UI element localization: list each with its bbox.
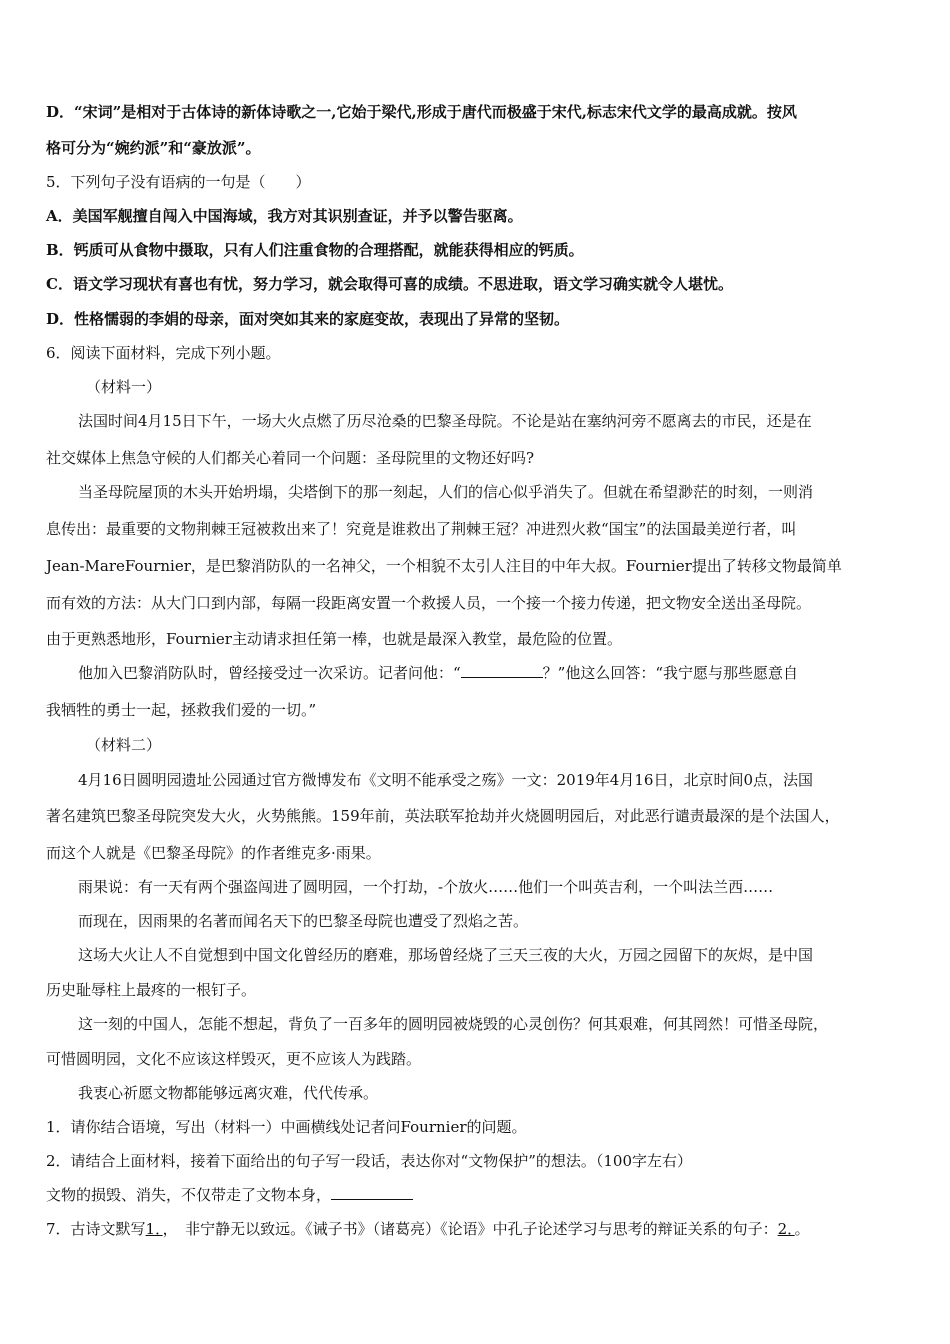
q7-part2: ， 非宁静无以致远。《诫子书》（诸葛亮）《论语》中孔子论述学习与思考的辩证关系的句子： [162, 1220, 778, 1238]
m1-interview-line [78, 663, 912, 683]
interview-before: 他加入巴黎消防队时，曾经接受过一次采访。记者问他：“ [78, 664, 461, 682]
m1-interview-end: 我牺牲的勇士一起，拯救我们爱的一切。” [46, 701, 317, 719]
q7-line [46, 1219, 912, 1239]
m2-line: 4月16日圆明园遗址公园通过官方微博发布《文明不能承受之殇》一文：2019年4月16日，北京时间0点，法国 [78, 771, 813, 789]
q7-blank1: 1． [145, 1220, 163, 1238]
q5-option-d: D．性格懦弱的李娟的母亲，面对突如其来的家庭变故，表现出了异常的坚韧。 [46, 310, 570, 328]
interview-after: ？”他这么回答：“我宁愿与那些愿意自 [542, 664, 799, 682]
q7-part1: 7．古诗文默写 [46, 1220, 146, 1238]
q6-sub2-prompt-line [46, 1185, 912, 1205]
q5-option-a: A．美国军舰擅自闯入中国海域，我方对其识别查证，并予以警告驱离。 [46, 207, 523, 225]
q5-option-c: C．语文学习现状有喜也有忧，努力学习，就会取得可喜的成绩。不思进取，语文学习确实就令人堪忧。 [46, 275, 733, 293]
m1-line: 息传出：最重要的文物荆棘王冠被救出来了！究竟是谁救出了荆棘王冠？冲进烈火救“国宝”的法国最美逆行者，叫 [46, 520, 797, 538]
m2-line: 著名建筑巴黎圣母院突发大火，火势熊熊。159年前，英法联军抢劫并火烧圆明园后，对此恶行谴责最深的是个法国人， [46, 807, 840, 825]
m1-line: 当圣母院屋顶的木头开始坍塌，尖塔倒下的那一刻起，人们的信心似乎消失了。但就在希望渺茫的时刻，一则消 [78, 483, 814, 501]
m1-line: 而有效的方法：从大门口到内部，每隔一段距离安置一个救援人员，一个接一个接力传递，把文物安全送出圣母院。 [46, 594, 812, 612]
m1-line: Jean-MareFournier，是巴黎消防队的一名神父，一个相貌不太引人注目的中年大叔。Fournier提出了转移文物最简单 [46, 557, 842, 575]
material1-title: （材料一） [86, 378, 162, 396]
q6-sub1: 1．请你结合语境，写出（材料一）中画横线处记者问Fournier的问题。 [46, 1118, 527, 1136]
q6-sub2: 2．请结合上面材料，接着下面给出的句子写一段话，表达你对“文物保护”的想法。（100字左右） [46, 1152, 693, 1170]
m2-line: 雨果说：有一天有两个强盗闯进了圆明园，一个打劫，-个放火……他们一个叫英吉利，一个叫法兰西…… [78, 878, 774, 896]
m1-line: 由于更熟悉地形，Fournier主动请求担任第一棒，也就是最深入教堂，最危险的位置。 [46, 630, 622, 648]
q6-stem: 6．阅读下面材料，完成下列小题。 [46, 344, 281, 362]
q5-option-b: B．钙质可从食物中摄取，只有人们注重食物的合理搭配，就能获得相应的钙质。 [46, 241, 584, 259]
m1-line: 法国时间4月15日下午，一场大火点燃了历尽沧桑的巴黎圣母院。不论是站在塞纳河旁不愿离去的市民，还是在 [78, 412, 812, 430]
m1-line: 社交媒体上焦急守候的人们都关心着同一个问题：圣母院里的文物还好吗? [46, 449, 535, 467]
material2-title: （材料二） [86, 736, 162, 754]
m2-line: 历史耻辱柱上最疼的一根钉子。 [46, 981, 257, 999]
m2-line: 而现在，因雨果的名著而闻名天下的巴黎圣母院也遭受了烈焰之苦。 [78, 912, 529, 930]
q7-blank2: 2． [777, 1220, 795, 1238]
q7-part3: 。 [794, 1220, 810, 1238]
q5-stem: 5．下列句子没有语病的一句是（ ） [46, 173, 311, 191]
m2-line: 这场大火让人不自觉想到中国文化曾经历的磨难，那场曾经烧了三天三夜的大火，万园之园留下的灰烬，是中国 [78, 946, 814, 964]
m2-line: 我衷心祈愿文物都能够远离灾难，代代传承。 [78, 1084, 379, 1102]
q4-option-d-line1: D．“宋词”是相对于古体诗的新体诗歌之一,它始于梁代,形成于唐代而极盛于宋代,标志宋代文学的最高成就。按风 [46, 103, 797, 121]
m2-line: 而这个人就是《巴黎圣母院》的作者维克多·雨果。 [46, 844, 381, 862]
m2-line: 这一刻的中国人，怎能不想起，背负了一百多年的圆明园被烧毁的心灵创伤？何其艰难，何其罔然！可惜圣母院， [78, 1015, 829, 1033]
q4-option-d-line2: 格可分为“婉约派”和“豪放派”。 [46, 139, 261, 157]
m2-line: 可惜圆明园，文化不应该这样毁灭，更不应该人为践踏。 [46, 1050, 422, 1068]
interview-answer-blank [461, 663, 543, 678]
sub2-prompt: 文物的损毁、消失，不仅带走了文物本身， [46, 1186, 332, 1204]
sub2-answer-blank [331, 1185, 413, 1200]
